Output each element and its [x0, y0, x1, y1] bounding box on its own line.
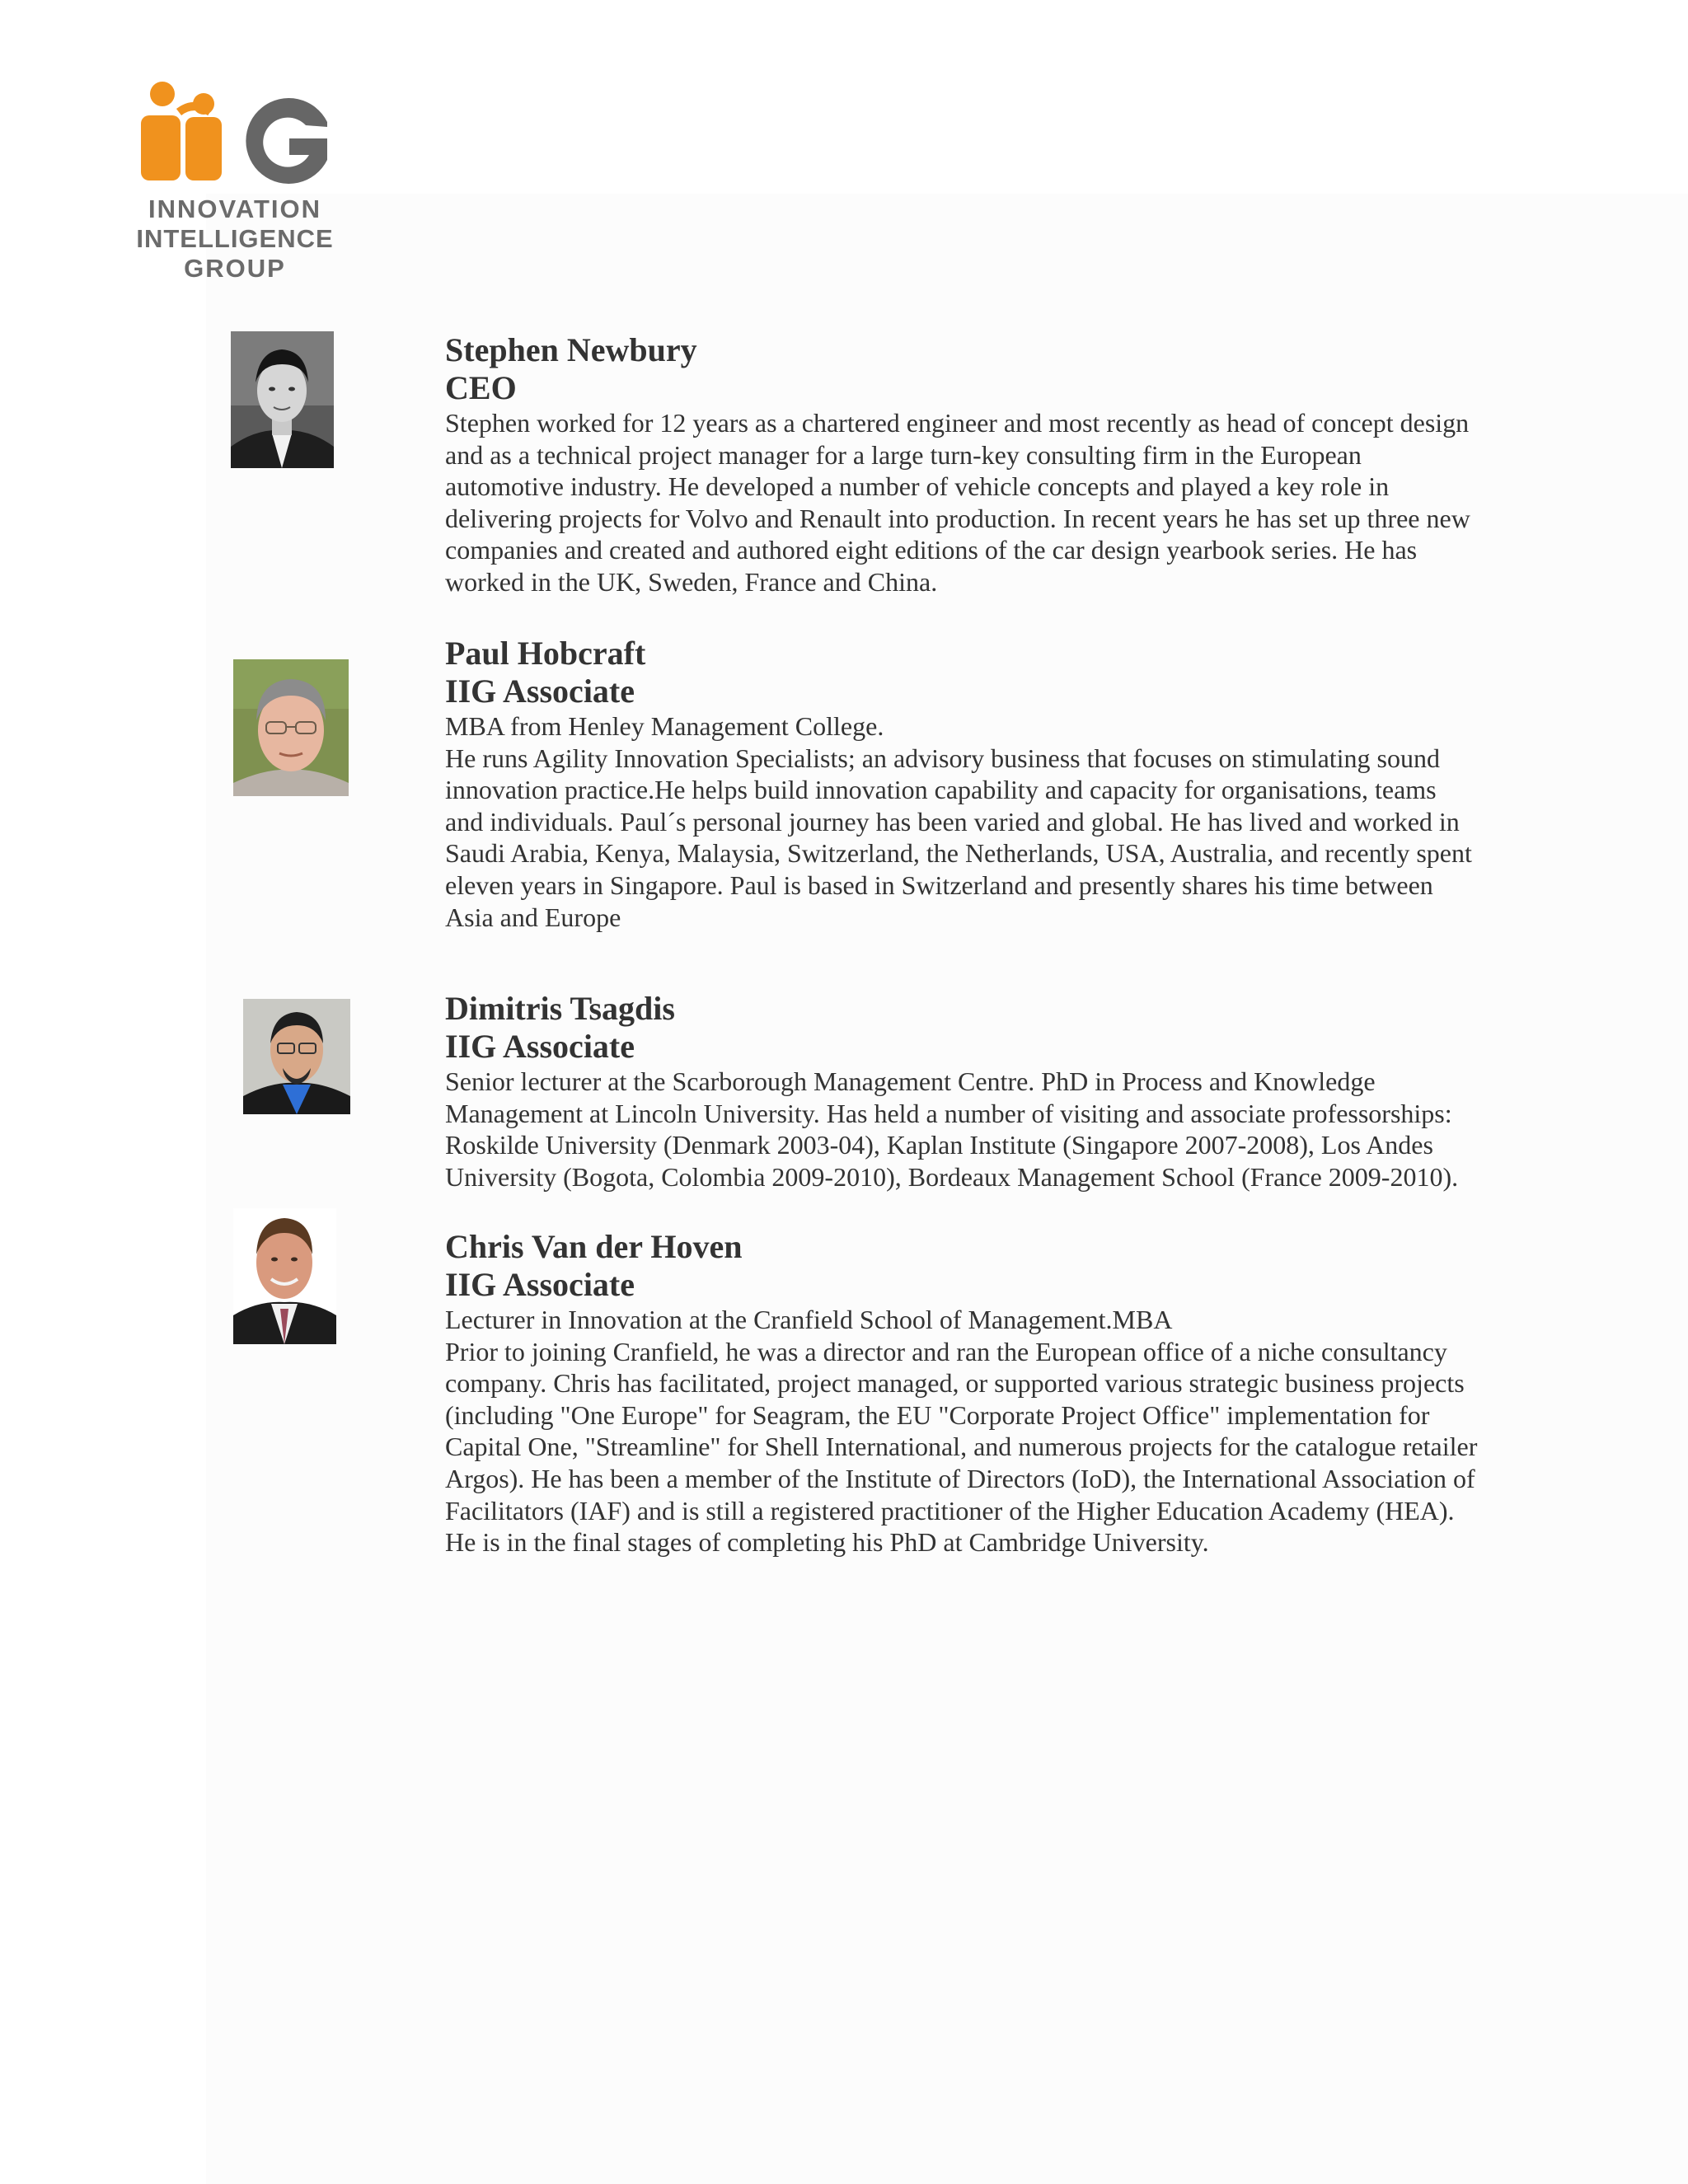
company-logo — [136, 76, 334, 290]
portrait-photo — [243, 999, 350, 1114]
iig-logo-mark — [136, 76, 334, 191]
bio-block — [445, 331, 1541, 598]
portrait-photo — [233, 659, 349, 796]
bio-line: Capital One, "Streamline" for Shell International, and numerous projects for the catalogue retailer — [445, 1432, 1478, 1462]
bio-line: company. Chris has facilitated, project managed, or supported various strategic business projects — [445, 1368, 1465, 1399]
bio-line: Saudi Arabia, Kenya, Malaysia, Switzerland, the Netherlands, USA, Australia, and recently spent — [445, 838, 1472, 869]
bio-line: and as a technical project manager for a large turn-key consulting firm in the European — [445, 439, 1362, 470]
person-name: Chris Van der Hoven — [445, 1228, 743, 1265]
bio-line: companies and created and authored eight editions of the car design yearbook series. He has — [445, 535, 1418, 565]
bio-line: innovation practice.He helps build innovation capability and capacity for organisations, teams — [445, 775, 1437, 805]
bio-line: Argos). He has been a member of the Institute of Directors (IoD), the International Association of — [445, 1463, 1475, 1493]
logo-text-intelligence: INTELLIGENCE — [136, 224, 334, 253]
bio-line: Stephen worked for 12 years as a chartered engineer and most recently as head of concept design — [445, 408, 1470, 438]
bio-line: University (Bogota, Colombia 2009-2010), Bordeaux Management School (France 2009-2010). — [445, 1161, 1459, 1192]
bio-line: He runs Agility Innovation Specialists; an advisory business that focuses on stimulating sound — [445, 743, 1440, 773]
bio-line: Lecturer in Innovation at the Cranfield School of Management.MBA — [445, 1305, 1173, 1334]
bio-line: MBA from Henley Management College. — [445, 711, 884, 741]
bio-block — [445, 990, 1541, 1193]
bio-line: eleven years in Singapore. Paul is based in Switzerland and presently shares his time between — [445, 869, 1433, 900]
bio-line: (including "One Europe" for Seagram, the EU "Corporate Project Office" implementation for — [445, 1399, 1430, 1430]
bio-line: Management at Lincoln University. Has held a number of visiting and associate professorships: — [445, 1098, 1452, 1128]
bio-line: worked in the UK, Sweden, France and China. — [445, 566, 938, 597]
logo-text-innovation: INNOVATION — [148, 194, 321, 223]
bio-line: Asia and Europe — [445, 902, 621, 932]
portrait-photo — [231, 331, 334, 468]
person-role: IIG Associate — [445, 1266, 635, 1303]
person-name: Dimitris Tsagdis — [445, 990, 675, 1027]
bio-block — [445, 635, 1541, 933]
bio-line: and individuals. Paul´s personal journey has been varied and global. He has lived and worked in — [445, 806, 1460, 837]
person-bio — [445, 1066, 1541, 1193]
person-role: IIG Associate — [445, 1028, 635, 1065]
portrait-photo — [233, 1208, 336, 1344]
bio-line: Facilitators (IAF) and is still a registered practitioner of the Higher Education Academy (HEA). — [445, 1495, 1455, 1526]
person-bio — [445, 1304, 1541, 1558]
person-role: CEO — [445, 369, 517, 406]
person-bio — [445, 710, 1541, 933]
person-bio — [445, 407, 1541, 598]
bio-line: automotive industry. He developed a number of vehicle concepts and played a key role in — [445, 471, 1390, 502]
bio-line: delivering projects for Volvo and Renault into production. In recent years he has set up three new — [445, 503, 1470, 533]
bio-line: Prior to joining Cranfield, he was a director and ran the European office of a niche consultancy — [445, 1336, 1447, 1366]
person-name: Paul Hobcraft — [445, 635, 646, 672]
bio-line: Roskilde University (Denmark 2003-04), Kaplan Institute (Singapore 2007-2008), Los Andes — [445, 1130, 1433, 1160]
person-role: IIG Associate — [445, 673, 635, 710]
bio-line: Senior lecturer at the Scarborough Management Centre. PhD in Process and Knowledge — [445, 1066, 1376, 1096]
bio-line: He is in the final stages of completing his PhD at Cambridge University. — [445, 1527, 1209, 1558]
logo-text-group: GROUP — [184, 254, 286, 283]
bio-block — [445, 1228, 1541, 1558]
person-name: Stephen Newbury — [445, 331, 697, 368]
